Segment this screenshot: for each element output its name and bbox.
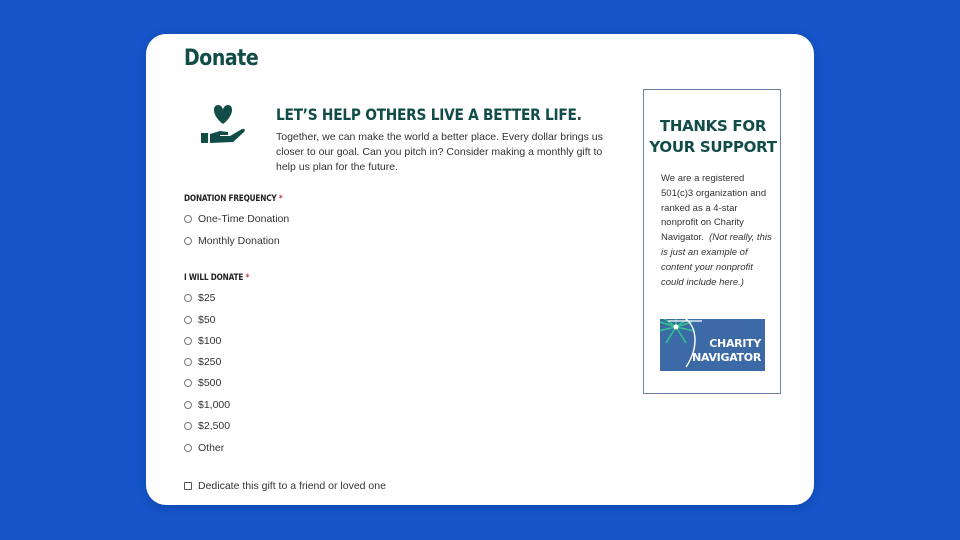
radio-button[interactable] (184, 316, 192, 324)
required-mark: * (245, 273, 250, 283)
sidebar-title-line2: YOUR SUPPORT (649, 138, 777, 156)
donation-amount-label (184, 273, 249, 283)
amount-option-50[interactable] (184, 313, 216, 327)
option-label: $250 (198, 356, 222, 368)
radio-button[interactable] (184, 294, 192, 302)
page-title: Donate (184, 46, 259, 71)
option-label: Other (198, 442, 225, 454)
radio-button[interactable] (184, 401, 192, 409)
radio-button[interactable] (184, 379, 192, 387)
amount-option-250[interactable] (184, 355, 221, 369)
amount-option-25[interactable] (184, 291, 216, 305)
donation-form-card (146, 34, 814, 505)
frequency-option-one-time[interactable] (184, 212, 289, 226)
sidebar-text (661, 172, 773, 290)
sidebar-text-main: We are a registered 501(c)3 organization and ranked as a 4-star nonprofit on Charity Navigator. (661, 173, 767, 244)
option-label: $50 (198, 314, 216, 326)
radio-button[interactable] (184, 422, 192, 430)
hand-heart-icon (200, 102, 246, 146)
logo-line2: NAVIGATOR (692, 351, 761, 364)
radio-button[interactable] (184, 215, 192, 223)
amount-option-500[interactable] (184, 376, 221, 390)
support-sidebar (643, 89, 781, 394)
amount-option-1000[interactable] (184, 398, 230, 412)
logo-line1: CHARITY (709, 337, 761, 350)
dedicate-gift-checkbox[interactable] (184, 482, 192, 490)
option-label: $500 (198, 377, 222, 389)
frequency-option-monthly[interactable] (184, 234, 280, 248)
donation-frequency-label-text: DONATION FREQUENCY (184, 194, 277, 204)
dedicate-gift-option[interactable] (184, 479, 386, 493)
sidebar-title (644, 116, 782, 158)
amount-option-100[interactable] (184, 334, 221, 348)
option-label: $100 (198, 335, 222, 347)
dedicate-gift-label: Dedicate this gift to a friend or loved one (198, 480, 386, 492)
radio-button[interactable] (184, 358, 192, 366)
option-label: One-Time Donation (198, 213, 290, 225)
intro-text: Together, we can make the world a better place. Every dollar brings us closer to our goal. Can you pitch in? Consider making a monthly gift to help us plan for the future. (276, 131, 603, 173)
radio-button[interactable] (184, 444, 192, 452)
charity-navigator-logo-text (692, 337, 761, 365)
charity-navigator-logo[interactable] (660, 319, 765, 371)
intro-heading: LET’S HELP OTHERS LIVE A BETTER LIFE. (276, 105, 582, 124)
option-label: $25 (198, 292, 216, 304)
radio-button[interactable] (184, 237, 192, 245)
option-label: Monthly Donation (198, 235, 280, 247)
sidebar-text-note: (Not really, this is just an example of content your nonprofit could include here.) (661, 232, 772, 288)
donation-frequency-label (184, 194, 283, 204)
donation-amount-label-text: I WILL DONATE (184, 273, 244, 283)
amount-option-other[interactable] (184, 441, 224, 455)
sidebar-title-line1: THANKS FOR (659, 117, 767, 135)
amount-option-2500[interactable] (184, 419, 230, 433)
radio-button[interactable] (184, 337, 192, 345)
option-label: $1,000 (198, 399, 231, 411)
option-label: $2,500 (198, 420, 231, 432)
required-mark: * (278, 194, 283, 204)
